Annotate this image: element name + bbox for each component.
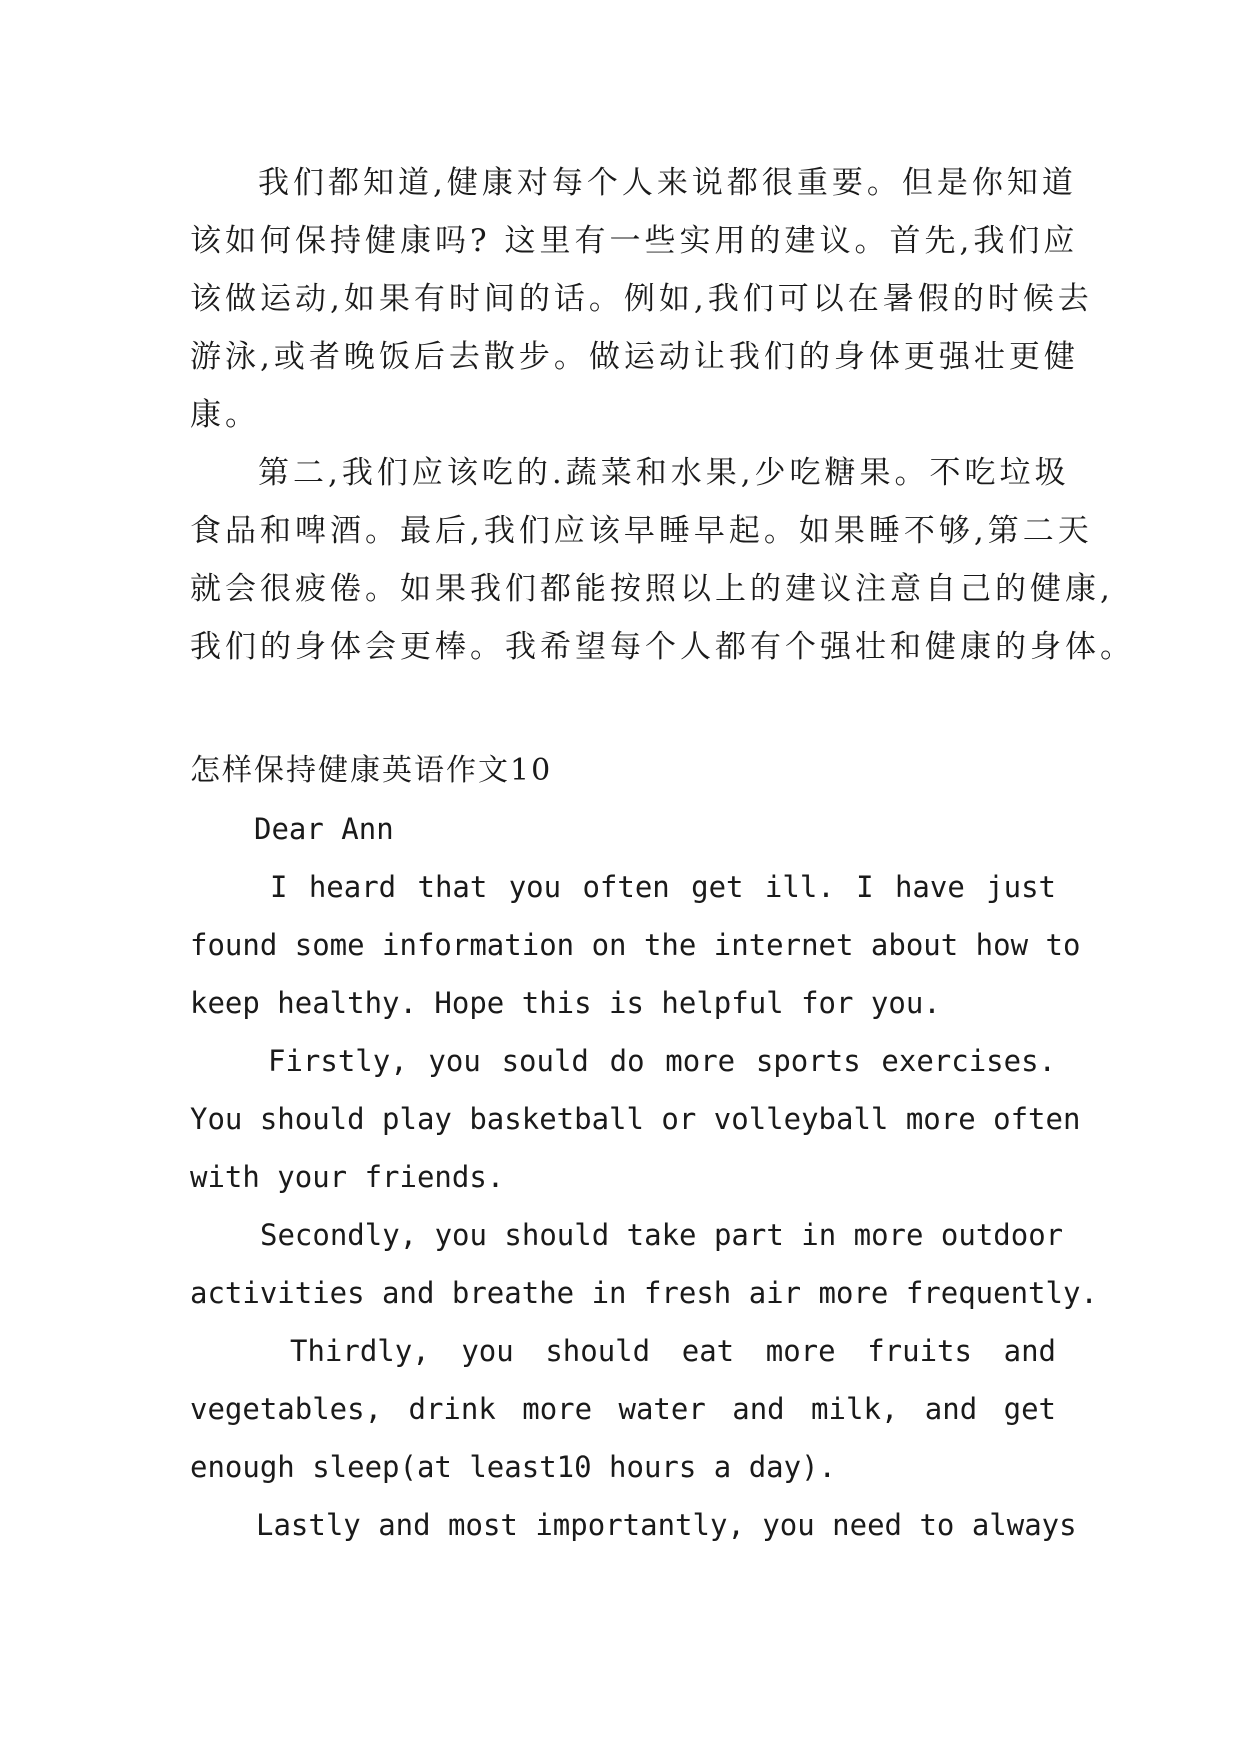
- paragraph-line: I heard that you often get ill. I have just: [270, 870, 1056, 904]
- paragraph-line: enough sleep(at least10 hours a day).: [190, 1450, 837, 1484]
- paragraph-line: 我们的身体会更棒。我希望每个人都有个强壮和健康的身体。: [190, 629, 1135, 665]
- paragraph-line: activities and breathe in fresh air more frequently.: [190, 1276, 1098, 1310]
- paragraph-line: 食品和啤酒。最后,我们应该早睡早起。如果睡不够,第二天: [190, 513, 1093, 549]
- paragraph-line: vegetables, drink more water and milk, and get: [190, 1392, 1056, 1426]
- paragraph-line: keep healthy. Hope this is helpful for you.: [190, 986, 941, 1020]
- paragraph-line: found some information on the internet about how to: [190, 928, 1081, 962]
- paragraph-line: 我们都知道,健康对每个人来说都很重要。但是你知道: [258, 165, 1077, 201]
- paragraph-line: 康。: [190, 397, 260, 433]
- paragraph-line: Lastly and most importantly, you need to always: [256, 1508, 1077, 1542]
- paragraph-line: Thirdly, you should eat more fruits and: [290, 1334, 1056, 1368]
- section-heading: 怎样保持健康英语作文10: [190, 753, 553, 788]
- paragraph-line: 第二,我们应该吃的.蔬菜和水果,少吃糖果。不吃垃圾: [258, 455, 1070, 491]
- paragraph-line: Firstly, you sould do more sports exercises.: [268, 1044, 1056, 1078]
- paragraph-line: You should play basketball or volleyball more often: [190, 1102, 1081, 1136]
- paragraph-line: with your friends.: [190, 1160, 505, 1194]
- paragraph-line: 该如何保持健康吗? 这里有一些实用的建议。首先,我们应: [190, 223, 1079, 259]
- paragraph-line: 游泳,或者晚饭后去散步。做运动让我们的身体更强壮更健: [190, 339, 1079, 375]
- letter-greeting: Dear Ann: [254, 812, 394, 846]
- paragraph-line: 该做运动,如果有时间的话。例如,我们可以在暑假的时候去: [190, 281, 1093, 317]
- paragraph-line: 就会很疲倦。如果我们都能按照以上的建议注意自己的健康,: [190, 571, 1114, 607]
- paragraph-line: Secondly, you should take part in more outdoor: [260, 1218, 1064, 1252]
